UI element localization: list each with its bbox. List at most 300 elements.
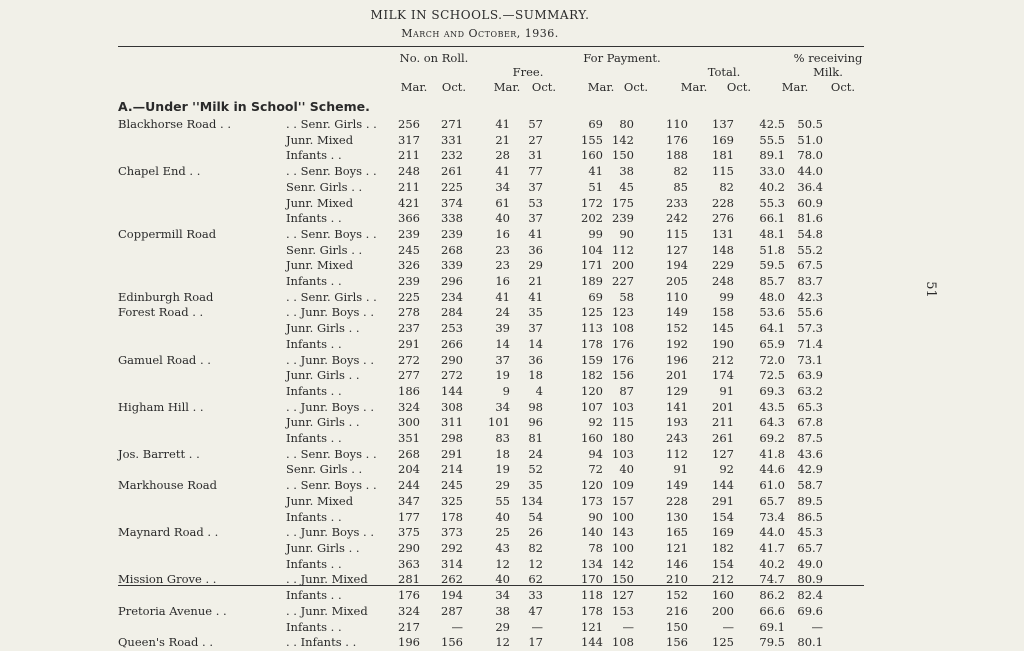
- table-cell: 347: [398, 493, 420, 508]
- col-header-payment: For Payment.: [583, 51, 661, 65]
- table-cell: 200: [712, 603, 734, 618]
- school-name: Maynard Road . .: [118, 525, 219, 540]
- table-cell: 43.5: [759, 399, 785, 414]
- table-cell: 225: [441, 179, 463, 194]
- school-name: Higham Hill . .: [118, 399, 204, 414]
- table-cell: 131: [712, 226, 734, 241]
- school-name: Coppermill Road: [118, 226, 217, 241]
- department-name: Junr. Mixed: [286, 132, 354, 147]
- table-row: [118, 635, 823, 651]
- table-cell: 140: [581, 525, 603, 540]
- department-name: Junr. Girls . .: [286, 415, 360, 430]
- table-cell: 25: [495, 525, 510, 540]
- table-cell: 201: [666, 368, 688, 383]
- table-cell: 74.7: [759, 572, 785, 587]
- table-cell: 202: [581, 211, 603, 226]
- table-cell: 23: [495, 258, 510, 273]
- table-cell: 150: [666, 619, 688, 634]
- col-sub-mar: Mar.: [781, 80, 809, 94]
- table-cell: 266: [441, 336, 463, 351]
- table-cell: 65.3: [797, 399, 823, 414]
- table-cell: 143: [612, 525, 634, 540]
- table-cell: 36.4: [797, 179, 823, 194]
- department-name: Junr. Girls . .: [286, 321, 360, 336]
- table-cell: 204: [398, 462, 420, 477]
- table-cell: 103: [612, 446, 634, 461]
- table-cell: 216: [666, 603, 688, 618]
- summary-table: [118, 117, 823, 651]
- table-cell: 31: [528, 148, 543, 163]
- table-cell: 17: [528, 635, 543, 650]
- table-cell: 90: [588, 509, 603, 524]
- department-name: Junr. Mixed: [286, 493, 354, 508]
- col-sub-mar: Mar.: [587, 80, 615, 94]
- table-row: [118, 588, 823, 604]
- table-cell: 42.5: [759, 117, 785, 131]
- table-row: [118, 290, 823, 306]
- table-cell: 196: [398, 635, 420, 650]
- table-cell: 69: [588, 117, 603, 131]
- department-name: Senr. Girls . .: [286, 462, 363, 477]
- school-name: [118, 510, 286, 526]
- table-cell: 351: [398, 431, 420, 446]
- table-cell: 188: [666, 148, 688, 163]
- table-cell: 232: [441, 148, 463, 163]
- table-cell: 87: [619, 383, 634, 398]
- table-cell: 53: [528, 195, 543, 210]
- table-cell: 42.3: [797, 289, 823, 304]
- table-cell: 48.0: [759, 289, 785, 304]
- col-header-roll: No. on Roll.: [399, 51, 469, 65]
- table-cell: 109: [612, 478, 634, 493]
- table-cell: 154: [712, 509, 734, 524]
- table-row: [118, 557, 823, 573]
- table-cell: 19: [495, 368, 510, 383]
- table-cell: 115: [712, 164, 734, 179]
- col-sub-oct: Oct.: [830, 80, 856, 94]
- table-row: [118, 274, 823, 290]
- table-cell: 19: [495, 462, 510, 477]
- table-cell: 39: [495, 321, 510, 336]
- table-cell: 96: [528, 415, 543, 430]
- table-cell: 176: [398, 588, 420, 603]
- school-name: [118, 462, 286, 478]
- table-cell: 37: [528, 179, 543, 194]
- table-cell: —: [531, 619, 543, 634]
- table-cell: 90: [619, 226, 634, 241]
- table-cell: 89.5: [797, 493, 823, 508]
- col-header-free: Free.: [512, 65, 544, 79]
- table-cell: 115: [666, 226, 688, 241]
- table-cell: 256: [398, 117, 420, 131]
- department-name: . . Junr. Mixed: [286, 572, 368, 587]
- table-cell: 66.1: [759, 211, 785, 226]
- table-row: [118, 494, 823, 510]
- table-row: [118, 258, 823, 274]
- table-cell: 69.2: [759, 431, 785, 446]
- table-cell: 40: [495, 509, 510, 524]
- page-title: MILK IN SCHOOLS.—SUMMARY.: [370, 8, 590, 22]
- table-cell: 186: [398, 383, 420, 398]
- table-cell: 125: [712, 635, 734, 650]
- school-name: [118, 588, 286, 604]
- table-cell: 99: [719, 289, 734, 304]
- table-row: [118, 353, 823, 369]
- table-cell: 36: [528, 352, 543, 367]
- table-cell: 54.8: [797, 226, 823, 241]
- table-cell: 40: [495, 572, 510, 587]
- table-cell: 374: [441, 195, 463, 210]
- table-cell: 130: [666, 509, 688, 524]
- school-name: [118, 557, 286, 573]
- school-name: Markhouse Road: [118, 478, 217, 493]
- table-cell: 55.3: [759, 195, 785, 210]
- table-cell: 55.2: [797, 242, 823, 257]
- table-cell: 63.2: [797, 383, 823, 398]
- table-cell: 211: [398, 179, 420, 194]
- table-cell: 82.4: [797, 588, 823, 603]
- table-cell: 121: [666, 540, 688, 555]
- table-cell: 14: [528, 336, 543, 351]
- table-cell: 268: [398, 446, 420, 461]
- table-cell: 142: [612, 132, 634, 147]
- table-row: [118, 211, 823, 227]
- table-cell: 239: [441, 226, 463, 241]
- table-cell: 144: [712, 478, 734, 493]
- department-name: . . Senr. Girls . .: [286, 117, 377, 131]
- table-cell: 173: [581, 493, 603, 508]
- department-name: Infants . .: [286, 619, 342, 634]
- table-row: [118, 164, 823, 180]
- table-cell: 244: [398, 478, 420, 493]
- table-cell: 45: [619, 179, 634, 194]
- table-cell: 158: [712, 305, 734, 320]
- table-cell: 180: [612, 431, 634, 446]
- table-cell: 291: [398, 336, 420, 351]
- table-row: [118, 462, 823, 478]
- table-row: [118, 196, 823, 212]
- table-cell: 210: [666, 572, 688, 587]
- table-cell: 33: [528, 588, 543, 603]
- table-cell: 69.1: [759, 619, 785, 634]
- table-cell: 34: [495, 399, 510, 414]
- school-name: Edinburgh Road: [118, 289, 214, 304]
- table-row: [118, 321, 823, 337]
- school-name: Blackhorse Road . .: [118, 117, 232, 131]
- table-cell: 72.0: [759, 352, 785, 367]
- table-cell: 108: [612, 635, 634, 650]
- table-cell: 324: [398, 603, 420, 618]
- table-cell: 60.9: [797, 195, 823, 210]
- table-cell: 100: [612, 540, 634, 555]
- table-cell: 145: [712, 321, 734, 336]
- table-cell: 51.0: [797, 132, 823, 147]
- table-cell: 82: [719, 179, 734, 194]
- table-cell: 291: [712, 493, 734, 508]
- table-cell: 77: [528, 164, 543, 179]
- school-name: [118, 243, 286, 259]
- table-cell: 41: [528, 226, 543, 241]
- table-cell: 298: [441, 431, 463, 446]
- school-name: [118, 337, 286, 353]
- table-cell: 296: [441, 274, 463, 289]
- table-cell: 81.6: [797, 211, 823, 226]
- table-cell: 54: [528, 509, 543, 524]
- table-cell: 81: [528, 431, 543, 446]
- table-cell: 34: [495, 179, 510, 194]
- table-cell: 18: [528, 368, 543, 383]
- table-cell: 146: [666, 556, 688, 571]
- school-name: [118, 321, 286, 337]
- school-name: Queen's Road . .: [118, 635, 213, 650]
- table-cell: 37: [528, 211, 543, 226]
- table-cell: 278: [398, 305, 420, 320]
- table-cell: 57.3: [797, 321, 823, 336]
- table-cell: 69.6: [797, 603, 823, 618]
- table-cell: 127: [666, 242, 688, 257]
- table-cell: 89.1: [759, 148, 785, 163]
- table-cell: 160: [581, 148, 603, 163]
- department-name: Junr. Mixed: [286, 258, 354, 273]
- table-cell: 43.6: [797, 446, 823, 461]
- table-cell: 156: [441, 635, 463, 650]
- table-cell: 37: [528, 321, 543, 336]
- table-cell: 120: [581, 478, 603, 493]
- page-subtitle: March and October, 1936.: [401, 27, 559, 40]
- table-cell: 253: [441, 321, 463, 336]
- table-cell: 217: [398, 619, 420, 634]
- table-cell: 159: [581, 352, 603, 367]
- table-cell: 196: [666, 352, 688, 367]
- table-row: [118, 227, 823, 243]
- table-cell: 134: [521, 493, 543, 508]
- table-cell: 41.7: [759, 540, 785, 555]
- table-cell: 325: [441, 493, 463, 508]
- department-name: . . Junr. Boys . .: [286, 399, 374, 414]
- col-sub-oct: Oct.: [441, 80, 467, 94]
- table-cell: 44.0: [759, 525, 785, 540]
- table-cell: 193: [666, 415, 688, 430]
- table-cell: —: [722, 619, 734, 634]
- table-cell: 108: [612, 321, 634, 336]
- department-name: . . Senr. Boys . .: [286, 226, 377, 241]
- table-cell: 152: [666, 321, 688, 336]
- department-name: Junr. Mixed: [286, 195, 354, 210]
- table-cell: 65.7: [797, 540, 823, 555]
- table-cell: 21: [495, 132, 510, 147]
- top-rule: [118, 46, 864, 47]
- table-cell: 121: [581, 619, 603, 634]
- table-cell: 91: [719, 383, 734, 398]
- table-cell: 127: [612, 588, 634, 603]
- table-cell: 103: [612, 399, 634, 414]
- table-cell: 144: [581, 635, 603, 650]
- school-name: [118, 258, 286, 274]
- table-cell: 150: [612, 148, 634, 163]
- table-cell: 129: [666, 383, 688, 398]
- table-cell: 40: [495, 211, 510, 226]
- table-cell: 61: [495, 195, 510, 210]
- table-cell: 107: [581, 399, 603, 414]
- table-cell: 49.0: [797, 556, 823, 571]
- school-name: Pretoria Avenue . .: [118, 603, 227, 618]
- table-cell: 55.6: [797, 305, 823, 320]
- table-cell: 214: [441, 462, 463, 477]
- table-cell: 12: [495, 635, 510, 650]
- table-cell: 268: [441, 242, 463, 257]
- table-cell: 194: [666, 258, 688, 273]
- table-cell: 134: [581, 556, 603, 571]
- table-row: [118, 510, 823, 526]
- school-name: [118, 196, 286, 212]
- department-name: Infants . .: [286, 556, 342, 571]
- table-cell: 142: [612, 556, 634, 571]
- table-cell: 317: [398, 132, 420, 147]
- table-cell: 63.9: [797, 368, 823, 383]
- table-cell: 243: [666, 431, 688, 446]
- col-sub-mar: Mar.: [493, 80, 521, 94]
- col-sub-oct: Oct.: [726, 80, 752, 94]
- table-cell: 78.0: [797, 148, 823, 163]
- table-cell: 41: [495, 289, 510, 304]
- school-name: Forest Road . .: [118, 305, 204, 320]
- table-cell: 86.5: [797, 509, 823, 524]
- table-cell: 66.6: [759, 603, 785, 618]
- table-cell: 149: [666, 305, 688, 320]
- table-cell: 205: [666, 274, 688, 289]
- department-name: Infants . .: [286, 588, 342, 603]
- table-cell: 234: [441, 289, 463, 304]
- school-name: [118, 274, 286, 290]
- table-cell: 272: [441, 368, 463, 383]
- table-cell: 248: [712, 274, 734, 289]
- table-cell: 153: [612, 603, 634, 618]
- table-cell: 61.0: [759, 478, 785, 493]
- table-cell: 225: [398, 289, 420, 304]
- table-cell: 176: [666, 132, 688, 147]
- table-cell: 38: [495, 603, 510, 618]
- table-row: [118, 148, 823, 164]
- table-cell: 67.8: [797, 415, 823, 430]
- table-cell: 64.1: [759, 321, 785, 336]
- table-cell: 182: [581, 368, 603, 383]
- department-name: . . Senr. Boys . .: [286, 164, 377, 179]
- col-sub-oct: Oct.: [531, 80, 557, 94]
- table-cell: 18: [495, 446, 510, 461]
- department-name: Infants . .: [286, 383, 342, 398]
- col-header-total: Total.: [707, 65, 741, 79]
- table-cell: 29: [528, 258, 543, 273]
- table-cell: 189: [581, 274, 603, 289]
- table-cell: 262: [441, 572, 463, 587]
- table-cell: 91: [673, 462, 688, 477]
- table-cell: 35: [528, 305, 543, 320]
- department-name: Junr. Girls . .: [286, 368, 360, 383]
- department-name: Infants . .: [286, 431, 342, 446]
- table-cell: 100: [612, 509, 634, 524]
- table-cell: 73.4: [759, 509, 785, 524]
- department-name: Infants . .: [286, 211, 342, 226]
- table-cell: 40: [619, 462, 634, 477]
- table-cell: 4: [535, 383, 543, 398]
- school-name: Chapel End . .: [118, 164, 201, 179]
- table-row: [118, 525, 823, 541]
- table-cell: 83.7: [797, 274, 823, 289]
- table-row: [118, 180, 823, 196]
- table-cell: 110: [666, 289, 688, 304]
- table-cell: 156: [612, 368, 634, 383]
- bottom-rule: [118, 585, 864, 586]
- table-cell: 23: [495, 242, 510, 257]
- table-cell: 65.9: [759, 336, 785, 351]
- table-cell: 284: [441, 305, 463, 320]
- school-name: [118, 541, 286, 557]
- department-name: Senr. Girls . .: [286, 242, 363, 257]
- table-cell: 176: [612, 352, 634, 367]
- table-row: [118, 117, 823, 133]
- table-cell: 290: [441, 352, 463, 367]
- table-cell: 171: [581, 258, 603, 273]
- table-cell: 311: [441, 415, 463, 430]
- table-cell: 120: [581, 383, 603, 398]
- table-cell: 101: [488, 415, 510, 430]
- table-cell: 58: [619, 289, 634, 304]
- table-cell: 194: [441, 588, 463, 603]
- table-cell: 79.5: [759, 635, 785, 650]
- table-cell: 51: [588, 179, 603, 194]
- table-cell: 375: [398, 525, 420, 540]
- table-cell: 160: [712, 588, 734, 603]
- table-cell: 421: [398, 195, 420, 210]
- table-cell: 80.9: [797, 572, 823, 587]
- table-cell: 192: [666, 336, 688, 351]
- table-cell: 14: [495, 336, 510, 351]
- table-row: [118, 337, 823, 353]
- department-name: . . Junr. Boys . .: [286, 352, 374, 367]
- department-name: . . Senr. Boys . .: [286, 446, 377, 461]
- table-cell: 43: [495, 540, 510, 555]
- table-cell: 24: [495, 305, 510, 320]
- table-cell: 110: [666, 117, 688, 131]
- department-name: Infants . .: [286, 274, 342, 289]
- table-cell: 287: [441, 603, 463, 618]
- table-cell: 277: [398, 368, 420, 383]
- table-cell: 59.5: [759, 258, 785, 273]
- table-cell: 118: [581, 588, 603, 603]
- table-cell: 58.7: [797, 478, 823, 493]
- table-cell: 52: [528, 462, 543, 477]
- school-name: [118, 384, 286, 400]
- table-row: [118, 305, 823, 321]
- table-cell: 245: [441, 478, 463, 493]
- table-cell: 80: [619, 117, 634, 131]
- table-cell: 154: [712, 556, 734, 571]
- table-cell: 80.1: [797, 635, 823, 650]
- table-cell: 339: [441, 258, 463, 273]
- table-cell: 176: [612, 336, 634, 351]
- table-cell: 366: [398, 211, 420, 226]
- table-cell: 261: [441, 164, 463, 179]
- table-cell: 177: [398, 509, 420, 524]
- department-name: . . Senr. Girls . .: [286, 289, 377, 304]
- table-cell: 50.5: [797, 117, 823, 131]
- table-row: [118, 415, 823, 431]
- department-name: . . Infants . .: [286, 635, 357, 650]
- table-cell: 27: [528, 132, 543, 147]
- table-cell: 144: [441, 383, 463, 398]
- table-cell: 16: [495, 274, 510, 289]
- department-name: . . Junr. Boys . .: [286, 525, 374, 540]
